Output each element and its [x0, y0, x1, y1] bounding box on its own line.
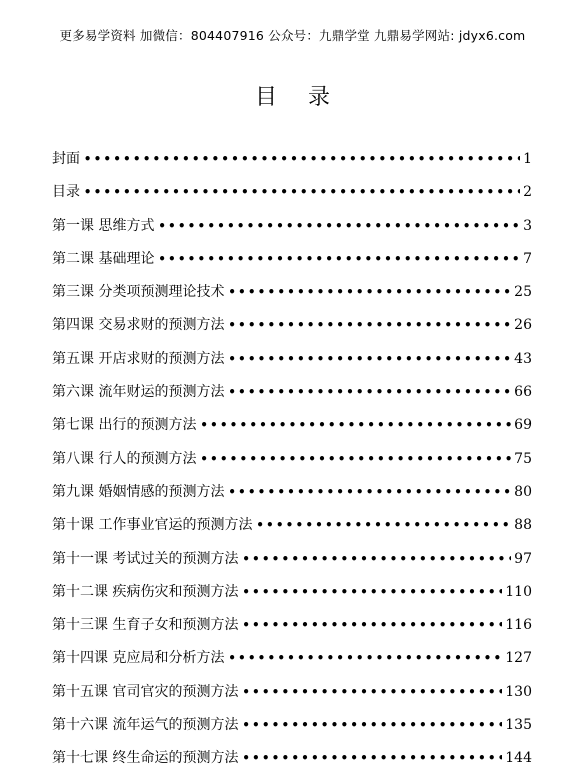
toc-entry[interactable] [52, 376, 532, 409]
toc-leader-dots [242, 576, 502, 609]
toc-entry-label: 第四课 交易求财的预测方法 [52, 317, 225, 334]
toc-entry[interactable] [52, 476, 532, 509]
toc-entry[interactable] [52, 609, 532, 642]
toc-leader-dots [200, 409, 511, 442]
toc-leader-dots [228, 276, 511, 309]
toc-entry-page: 26 [514, 317, 532, 334]
toc-entry-page: 97 [514, 550, 532, 567]
toc-entry-label: 第五课 开店求财的预测方法 [52, 350, 225, 367]
toc-leader-dots [228, 309, 511, 342]
toc-entry[interactable] [52, 409, 532, 442]
toc-entry-page: 144 [505, 750, 532, 767]
toc-entry[interactable] [52, 210, 532, 243]
toc-entry-label: 第十四课 克应局和分析方法 [52, 650, 225, 667]
toc-entry-page: 7 [523, 250, 532, 267]
toc-entry-label: 目录 [52, 184, 80, 201]
toc-entry-page: 69 [514, 417, 532, 434]
toc-entry-label: 第七课 出行的预测方法 [52, 417, 197, 434]
toc-entry[interactable] [52, 309, 532, 342]
toc-entry[interactable] [52, 709, 532, 742]
toc-leader-dots [242, 609, 502, 642]
toc-entry-label: 封面 [52, 151, 80, 167]
toc-entry-page: 135 [505, 717, 532, 734]
toc-leader-dots [256, 509, 511, 542]
toc-entry-label: 第十三课 生育子女和预测方法 [52, 617, 239, 634]
toc-entry-label: 第十六课 流年运气的预测方法 [52, 717, 239, 734]
toc-entry[interactable] [52, 443, 532, 476]
toc-entry[interactable] [52, 509, 532, 542]
toc-leader-dots [242, 709, 502, 742]
toc-entry[interactable] [52, 243, 532, 276]
toc-leader-dots [228, 376, 511, 409]
toc-leader-dots [228, 476, 511, 509]
toc-leader-dots [158, 210, 520, 243]
toc-leader-dots [200, 443, 511, 476]
toc-entry[interactable] [52, 543, 532, 576]
toc-entry[interactable] [52, 576, 532, 609]
toc-leader-dots [228, 642, 502, 675]
toc-entry-label: 第十二课 疾病伤灾和预测方法 [52, 583, 239, 600]
toc-entry-page: 3 [523, 217, 532, 234]
toc-entry-page: 66 [514, 384, 532, 401]
toc-leader-dots [242, 543, 511, 576]
toc-entry-page: 25 [514, 284, 532, 301]
toc-leader-dots [84, 176, 520, 209]
toc-entry[interactable] [52, 676, 532, 709]
toc-entry-label: 第一课 思维方式 [52, 217, 155, 234]
toc-entry-label: 第九课 婚姻情感的预测方法 [52, 483, 225, 500]
toc-entry-page: 43 [514, 350, 532, 367]
toc-entry-page: 1 [523, 151, 532, 167]
toc-entry-label: 第十一课 考试过关的预测方法 [52, 550, 239, 567]
toc-entry[interactable] [52, 742, 532, 775]
toc-entry-page: 2 [523, 184, 532, 201]
toc-leader-dots [228, 343, 511, 376]
page-header-note: 更多易学资料 加微信：804407916 公众号：九鼎学堂 九鼎易学网站: jdyx6.com [59, 28, 526, 43]
toc-entry-label: 第十七课 终生命运的预测方法 [52, 750, 239, 767]
toc-entry[interactable] [52, 343, 532, 376]
page-title: 目 录 [255, 85, 342, 110]
toc-leader-dots [242, 676, 502, 709]
toc-entry-page: 88 [514, 517, 532, 534]
toc-leader-dots [158, 243, 520, 276]
toc-entry-label: 第十五课 官司官灾的预测方法 [52, 683, 239, 700]
toc-entry-label: 第六课 流年财运的预测方法 [52, 384, 225, 401]
toc-entry-page: 110 [505, 583, 532, 600]
toc-entry-label: 第八课 行人的预测方法 [52, 450, 197, 467]
table-of-contents [52, 143, 532, 776]
toc-entry-page: 130 [505, 683, 532, 700]
toc-entry-label: 第三课 分类项预测理论技术 [52, 284, 225, 301]
toc-entry[interactable] [52, 143, 532, 176]
toc-entry-page: 116 [505, 617, 532, 634]
toc-leader-dots [84, 143, 520, 176]
toc-entry-page: 80 [514, 483, 532, 500]
toc-leader-dots [242, 742, 502, 775]
toc-entry-label: 第十课 工作事业官运的预测方法 [52, 517, 253, 534]
toc-entry[interactable] [52, 642, 532, 675]
toc-entry-page: 75 [514, 450, 532, 467]
toc-entry[interactable] [52, 176, 532, 209]
toc-entry-label: 第二课 基础理论 [52, 250, 155, 267]
toc-entry[interactable] [52, 276, 532, 309]
toc-entry-page: 127 [505, 650, 532, 667]
